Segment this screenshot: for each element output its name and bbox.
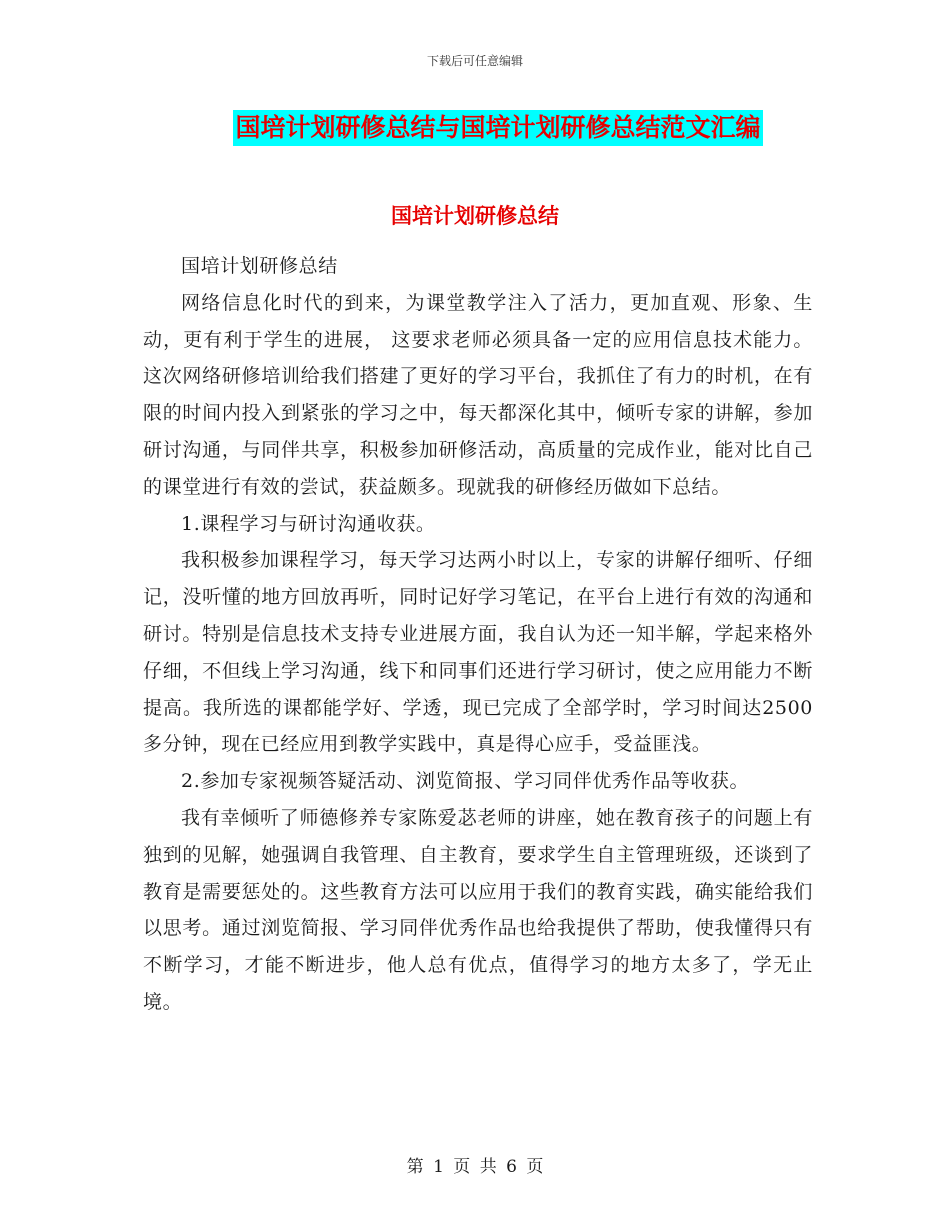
paragraph-expert-activity: 我有幸倾听了师德修养专家陈爱苾老师的讲座，她在教育孩子的问题上有独到的见解，她强调自我管理、自主教育，要求学生自主管理班级，还谈到了教育是需要惩处的。这些教育方法可以应用于我们的教育实践，确实能给我们以思考。通过浏览简报、学习同伴优秀作品也给我提供了帮助，使我懂得只有不断学习，才能不断进步，他人总有优点，值得学习的地方太多了，学无止境。 bbox=[143, 806, 813, 1013]
paragraph-heading-2: 2.参加专家视频答疑活动、浏览简报、学习同伴优秀作品等收获。 bbox=[181, 770, 750, 793]
document-title: 国培计划研修总结与国培计划研修总结范文汇编 bbox=[233, 110, 762, 146]
page-header: 下载后可任意编辑 bbox=[426, 54, 523, 68]
document-body bbox=[143, 248, 813, 1021]
page-footer: 第 1 页 共 6 页 bbox=[406, 1157, 544, 1177]
section-title: 国培计划研修总结 bbox=[391, 204, 559, 228]
document-title-wrap bbox=[0, 110, 950, 146]
paragraph-intro: 网络信息化时代的到来，为课堂教学注入了活力，更加直观、形象、生动，更有利于学生的进展， 这要求老师必须具备一定的应用信息技术能力。这次网络研修培训给我们搭建了更好的学习平台，我抓住了有力的时机，在有限的时间内投入到紧张的学习之中，每天都深化其中，倾听专家的讲解，参加研讨沟通，与同伴共享，积极参加研修活动，高质量的完成作业，能对比自己的课堂进行有效的尝试，获益颇多。现就我的研修经历做如下总结。 bbox=[143, 291, 813, 498]
paragraph-course-study: 我积极参加课程学习，每天学习达两小时以上，专家的讲解仔细听、仔细记，没听懂的地方回放再听，同时记好学习笔记，在平台上进行有效的沟通和研讨。特别是信息技术支持专业进展方面，我自认为还一知半解，学起来格外仔细，不但线上学习沟通，线下和同事们还进行学习研讨，使之应用能力不断提高。我所选的课都能学好、学透，现已完成了全部学时，学习时间达2500多分钟，现在已经应用到教学实践中，真是得心应手，受益匪浅。 bbox=[143, 549, 813, 756]
paragraph-heading-1: 1.课程学习与研讨沟通收获。 bbox=[181, 512, 436, 535]
paragraph-subtitle: 国培计划研修总结 bbox=[181, 255, 338, 277]
